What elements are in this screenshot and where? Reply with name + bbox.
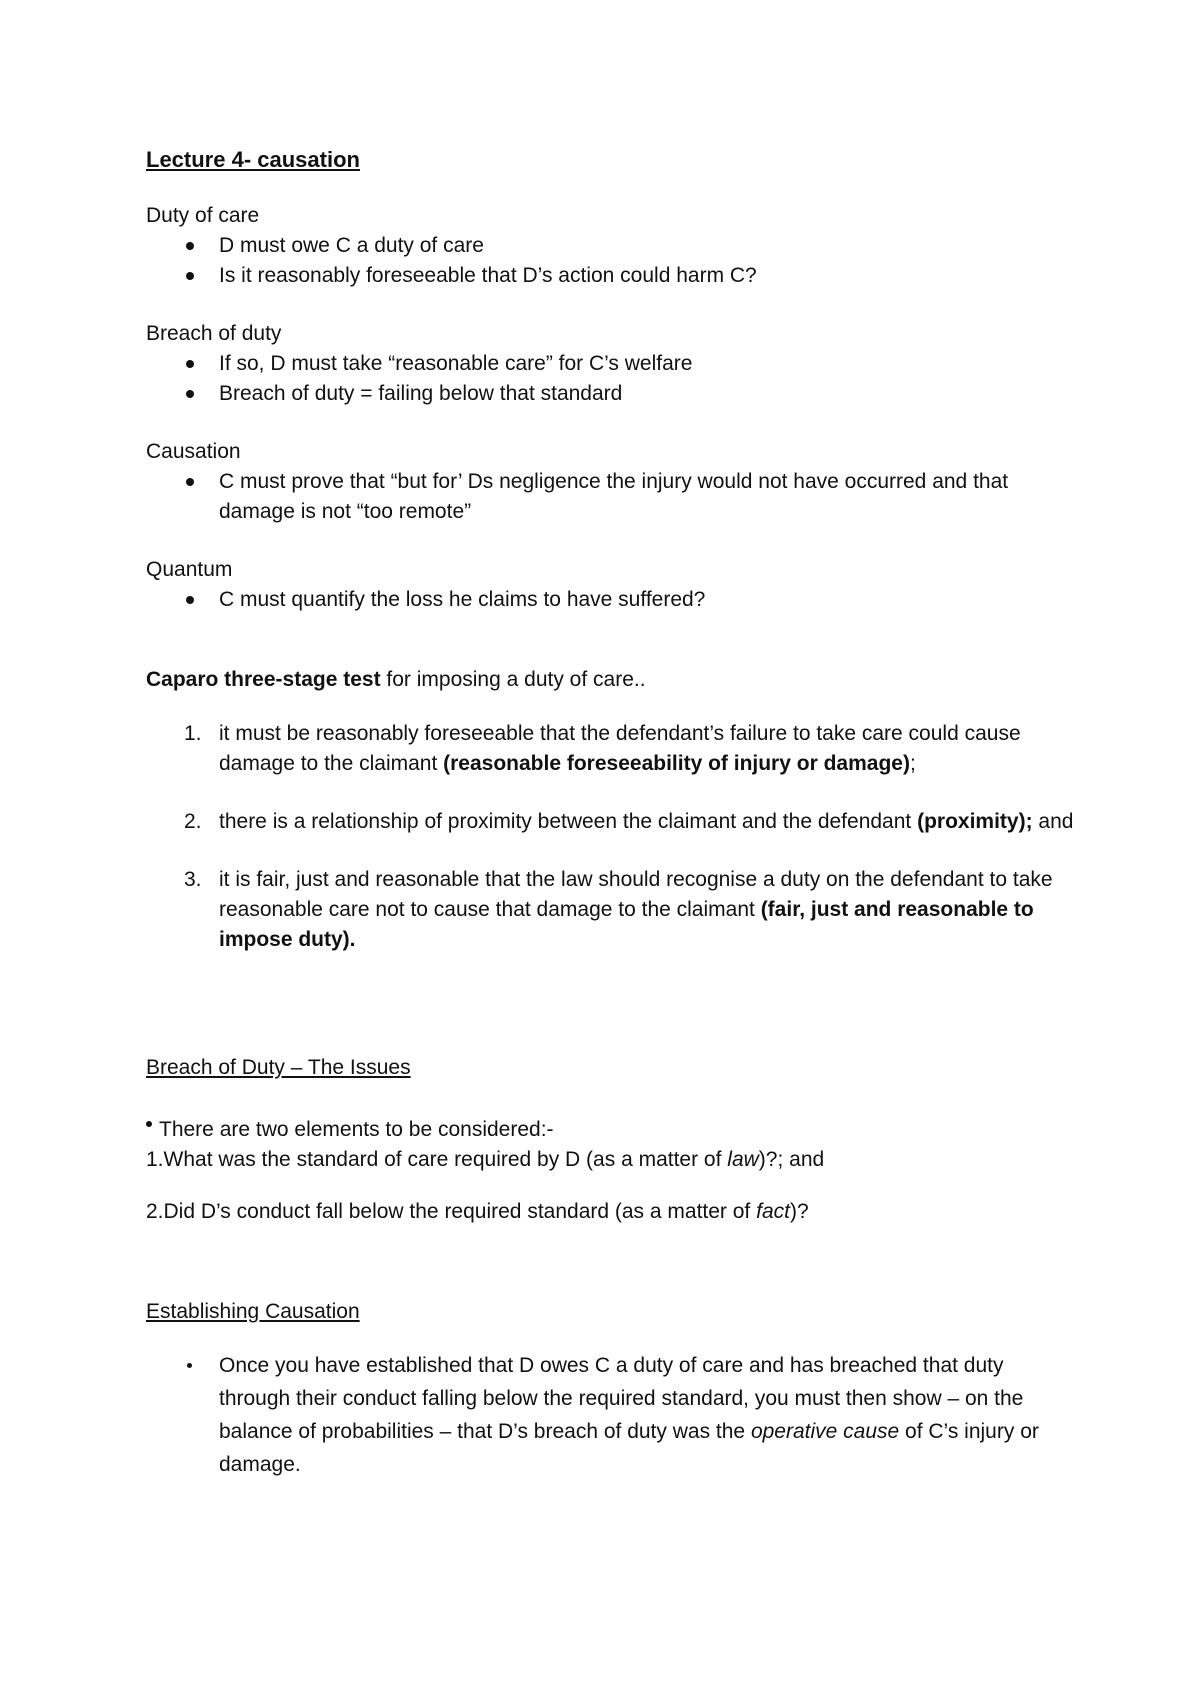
list-item: C must prove that “but for’ Ds negligence the injury would not have occurred and that damage is not “too remote” (146, 467, 1076, 527)
caparo-stages-list (146, 719, 1076, 955)
list-item: C must quantify the loss he claims to have suffered? (146, 585, 1076, 615)
bullet-icon (146, 1121, 152, 1127)
breach-issues-heading: Breach of Duty – The Issues (146, 1056, 411, 1079)
caparo-intro-rest: for imposing a duty of care.. (380, 668, 646, 691)
duty-of-care-heading: Duty of care (146, 204, 260, 227)
causation-emphasis: operative cause (750, 1420, 900, 1443)
list-item: Is it reasonably foreseeable that D’s action could harm C? (146, 261, 1076, 291)
issue-text-tail: )?; and (758, 1148, 825, 1171)
causation-list (146, 467, 1076, 527)
breach-issues-intro-text: There are two elements to be considered:- (159, 1118, 554, 1141)
establishing-causation-list (146, 1349, 1076, 1481)
establishing-causation-heading: Establishing Causation (146, 1300, 360, 1323)
issue-emphasis: law (727, 1148, 759, 1171)
breach-of-duty-list (146, 349, 1076, 409)
page-title: Lecture 4- causation (146, 147, 360, 172)
list-item: If so, D must take “reasonable care” for C’s welfare (146, 349, 1076, 379)
list-number: 2. (184, 810, 202, 833)
list-item (146, 865, 1076, 955)
issue-text-tail: )? (789, 1200, 809, 1223)
quantum-list (146, 585, 1076, 615)
list-item (146, 1349, 1076, 1481)
caparo-test-name: Caparo three-stage test (146, 668, 381, 691)
stage-bold: (proximity); (917, 810, 1033, 833)
causation-text-tail: of C’s injury or damage. (219, 1420, 1039, 1476)
breach-issue-1 (146, 1145, 1076, 1175)
breach-of-duty-heading: Breach of duty (146, 322, 282, 345)
list-item: Breach of duty = failing below that standard (146, 379, 1076, 409)
stage-bold: (fair, just and reasonable to impose duty). (219, 898, 1034, 951)
issue-text: 1.What was the standard of care required by D (as a matter of (146, 1148, 728, 1171)
list-item: D must owe C a duty of care (146, 231, 1076, 261)
quantum-heading: Quantum (146, 558, 233, 581)
duty-of-care-list (146, 231, 1076, 291)
stage-tail: ; (909, 752, 916, 775)
stage-text: it must be reasonably foreseeable that the defendant’s failure to take care could cause damage to the claimant (219, 722, 1021, 775)
stage-tail: and (1032, 810, 1074, 833)
issue-text: 2.Did D’s conduct fall below the required standard (as a matter of (146, 1200, 757, 1223)
document-page (146, 145, 1076, 1509)
stage-text: it is fair, just and reasonable that the law should recognise a duty on the defendant to take reasonable care not to cause that damage to the claimant (219, 868, 1053, 921)
list-number: 3. (184, 868, 202, 891)
breach-issues-intro (146, 1115, 1076, 1145)
stage-bold: (reasonable foreseeability of injury or damage) (443, 752, 910, 775)
causation-text: Once you have established that D owes C a duty of care and has breached that duty through their conduct falling below the required standard, you must then show – on the balance of probabilities – that D’s breach of duty was the (219, 1354, 1024, 1443)
breach-issue-2 (146, 1197, 1076, 1227)
caparo-intro (146, 665, 1076, 695)
list-item (146, 719, 1076, 779)
stage-text: there is a relationship of proximity between the claimant and the defendant (219, 810, 918, 833)
list-item (146, 807, 1076, 837)
list-number: 1. (184, 722, 202, 745)
issue-emphasis: fact (756, 1200, 790, 1223)
causation-heading: Causation (146, 440, 241, 463)
